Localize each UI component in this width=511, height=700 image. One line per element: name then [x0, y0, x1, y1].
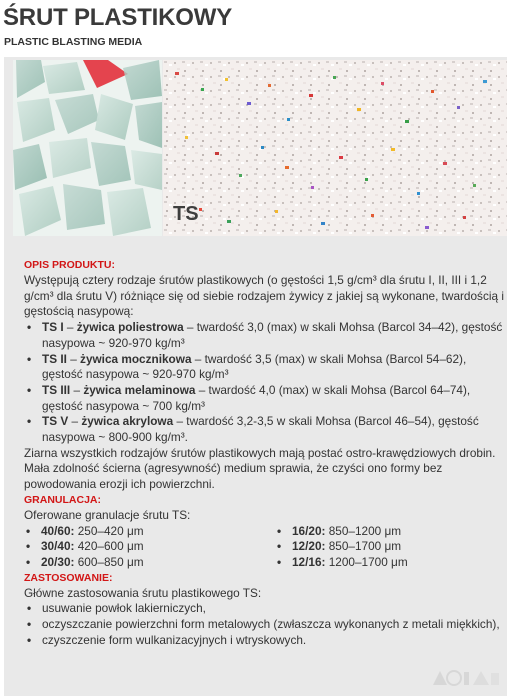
granulation-size: 30/40: — [41, 539, 75, 554]
granulation-item — [275, 539, 504, 555]
granulation-item — [275, 524, 504, 540]
resin-type-description: – twardość 4,0 (max) w skali Mohsa (Barcol 64–74), gęstość nasypowa ~ 700 kg/m³ — [42, 382, 471, 413]
resin-type-description: – twardość 3,2-3,5 w skali Mohsa (Barcol 46–54), gęstość nasypowa ~ 800-900 kg/m³. — [42, 414, 479, 445]
plastic-media-granules-image — [163, 60, 507, 236]
granulation-intro: Oferowane granulacje śrutu TS: — [24, 507, 191, 522]
resin-type-resin: żywica melaminowa — [83, 382, 196, 397]
product-description-heading: OPIS PRODUKTU: — [24, 259, 116, 271]
granulation-size: 12/16: — [292, 554, 326, 569]
resin-type-resin: żywica poliestrowa — [76, 320, 184, 335]
application-item: • czyszczenie form wulkanizacyjnych i wtryskowych. — [25, 633, 504, 649]
resin-type-description: – twardość 3,0 (max) w skali Mohsa (Barcol 34–42), gęstość nasypowa ~ 920-970 kg/m³ — [42, 320, 503, 350]
application-item: • usuwanie powłok lakierniczych, — [25, 601, 504, 617]
granulation-size: 40/60: — [41, 523, 75, 538]
resin-types-list — [24, 320, 504, 446]
granulation-range: 600–850 μm — [77, 554, 144, 569]
resin-type-resin: żywica akrylowa — [81, 414, 174, 429]
applications-heading: ZASTOSOWANIE: — [24, 571, 113, 584]
granulation-range: 850–1700 μm — [328, 539, 402, 554]
page-subtitle: PLASTIC BLASTING MEDIA — [4, 36, 143, 48]
granulation-item — [275, 555, 504, 571]
plastic-media-closeup-image — [13, 60, 162, 236]
product-code-label: TS — [173, 203, 199, 225]
granulation-range: 1200–1700 μm — [328, 554, 408, 569]
resin-type-name: TS V — [42, 414, 69, 429]
resin-type-name: TS III — [42, 382, 71, 397]
product-description-outro: Ziarna wszystkich rodzajów śrutów plastikowych mają postać ostro-krawędziowych drobin. Mała zdolność ścierna (agresywność) medium sprawia, że czyści ono formy bez powodowania erozji ich powierzchni. — [24, 445, 496, 492]
applications-list — [24, 601, 504, 648]
page-title: ŚRUT PLASTIKOWY — [3, 4, 232, 31]
resin-type-name: TS II — [42, 351, 67, 366]
colored-granules-pattern — [163, 60, 507, 236]
application-item: • oczyszczanie powierzchni form metalowych (zwłaszcza wykonanych z metali miękkich), — [25, 617, 504, 633]
granulation-range: 850–1200 μm — [328, 523, 402, 538]
resin-type-item: • TS I – żywica poliestrowa – twardość 3,0 (max) w skali Mohsa (Barcol 34–42), gęstość nasypowa ~ 920-970 kg/m³ — [25, 320, 504, 351]
resin-type-resin: żywica mocznikowa — [80, 351, 192, 366]
granulation-size: 12/20: — [292, 539, 326, 554]
granulation-grid — [24, 524, 504, 571]
plastic-granules-illustration — [13, 60, 162, 236]
resin-type-name: TS I — [42, 320, 64, 335]
granulation-item — [24, 555, 275, 571]
granulation-range: 250–420 μm — [77, 523, 144, 538]
resin-type-item: • TS II – żywica mocznikowa – twardość 3,5 (max) w skali Mohsa (Barcol 54–62), gęstość nasypowa ~ 920-970 kg/m³ — [25, 352, 504, 383]
resin-type-item: • TS III – żywica melaminowa – twardość 4,0 (max) w skali Mohsa (Barcol 64–74), gęstość nasypowa ~ 700 kg/m³ — [25, 383, 504, 414]
applications-intro: Główne zastosowania śrutu plastikowego TS: — [24, 585, 262, 600]
granulation-item — [24, 539, 275, 555]
product-description-intro: Występują cztery rodzaje śrutów plastikowych (o gęstości 1,5 g/cm³ dla śrutu I, II, III i 1,2 g/cm³ dla śrutu V) różniące się od siebie rodzajem żywicy z jakiej są wykonane, twardością i gęstością nasypową: — [24, 273, 504, 319]
granulation-size: 20/30: — [41, 554, 75, 569]
granulation-heading: GRANULACJA: — [24, 493, 101, 506]
granulation-item — [24, 524, 275, 540]
resin-type-description: – twardość 3,5 (max) w skali Mohsa (Barcol 54–62), gęstość nasypowa ~ 920-970 kg/m³ — [42, 351, 467, 382]
granulation-size: 16/20: — [292, 523, 326, 538]
resin-type-item: • TS V – żywica akrylowa – twardość 3,2-3,5 w skali Mohsa (Barcol 46–54), gęstość nasypowa ~ 800-900 kg/m³. — [25, 414, 504, 445]
granulation-range: 420–600 μm — [77, 539, 144, 554]
product-description-content — [24, 258, 504, 648]
